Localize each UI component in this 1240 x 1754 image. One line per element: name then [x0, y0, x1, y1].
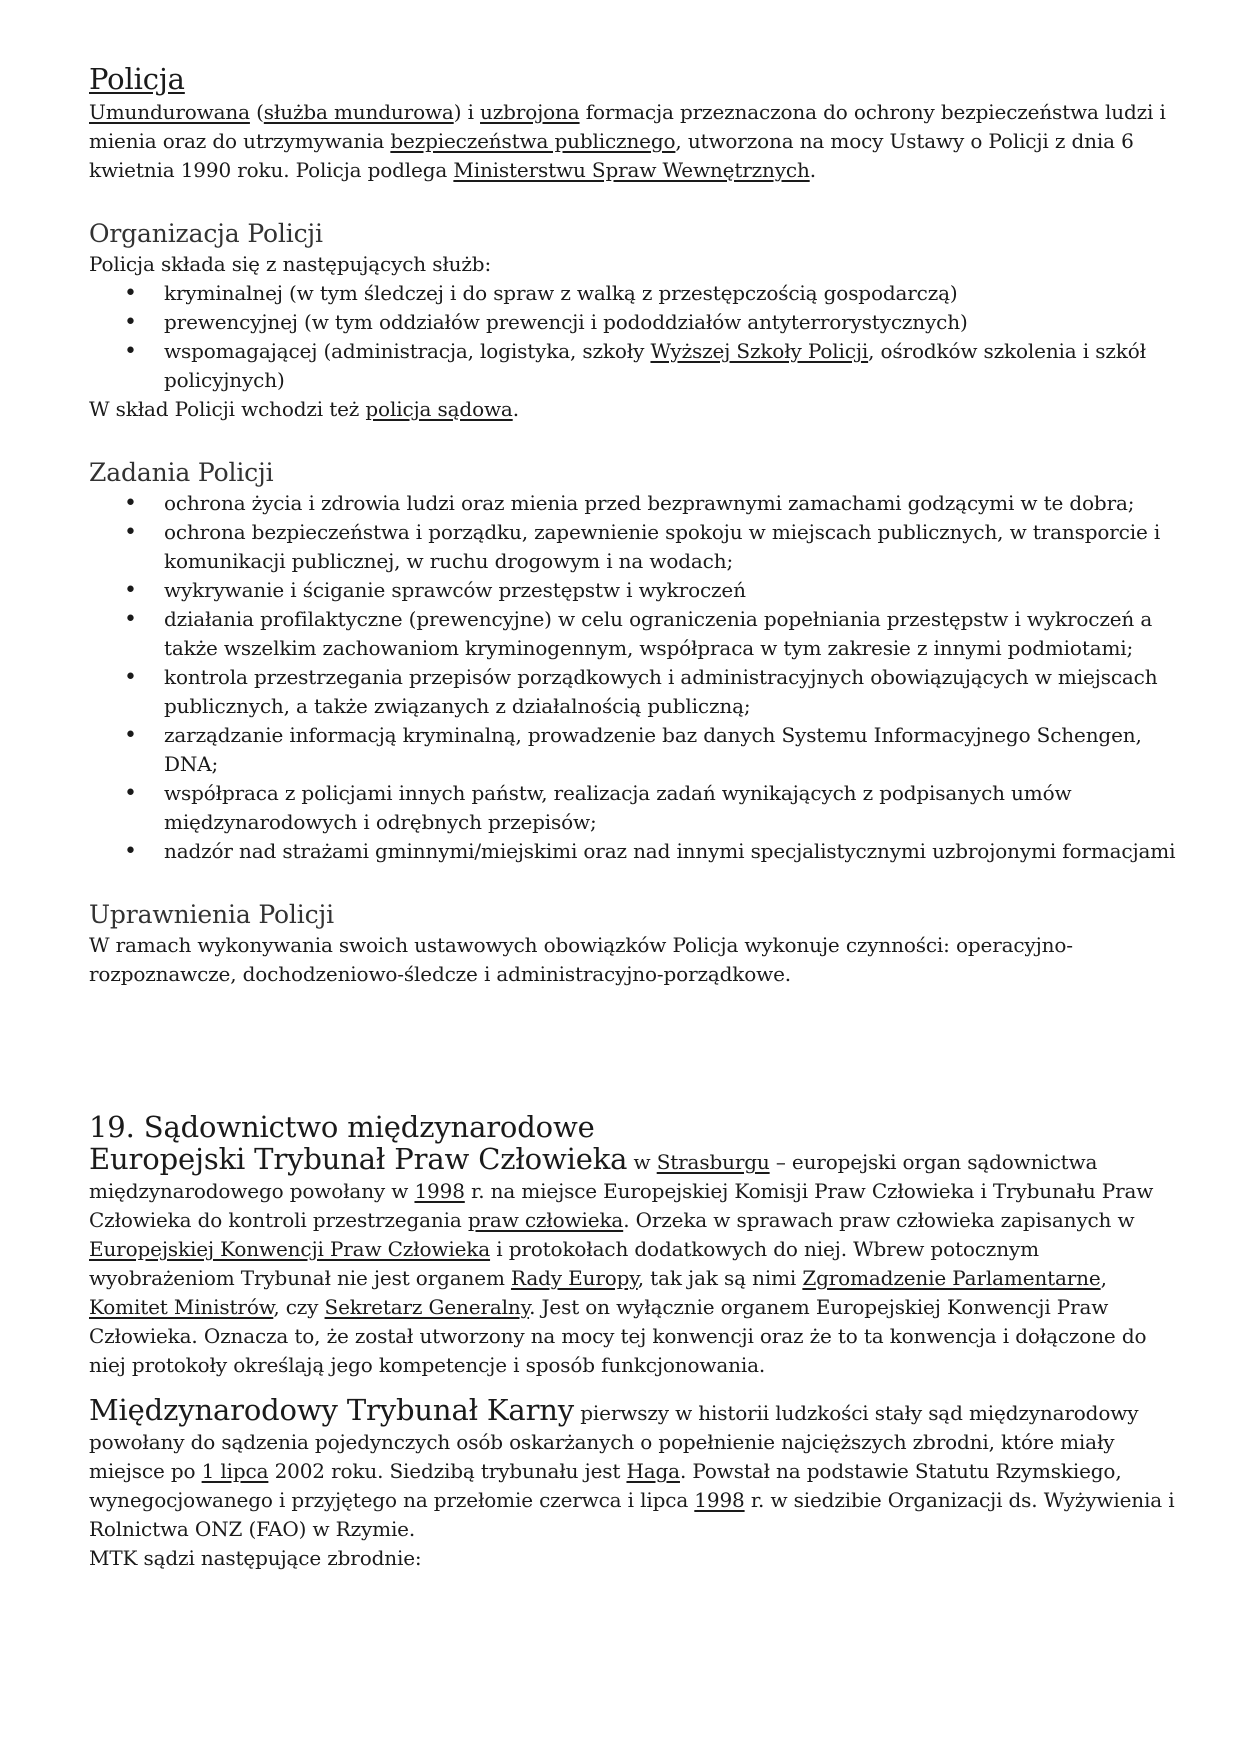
text-run: i protokołach dodatkowych do niej. Wbrew potocznym wyobrażeniom Trybunał nie jest organem	[89, 1237, 1039, 1290]
section-heading-zadania: Zadania Policji	[89, 458, 274, 487]
link-zgromadzenie[interactable]: Zgromadzenie Parlamentarne	[802, 1266, 1101, 1290]
section-heading-uprawnienia: Uprawnienia Policji	[89, 900, 334, 929]
text-run: w	[627, 1150, 657, 1174]
text-run: , utworzona na mocy Ustawy o Policji z dnia 6 kwietnia 1990 roku. Policja podlega	[89, 129, 1134, 182]
text-run: 2002 roku. Siedzibą trybunału jest	[268, 1459, 627, 1483]
mtk-last-line: MTK sądzi następujące zbrodnie:	[89, 1546, 422, 1570]
list-item: • kontrola przestrzegania przepisów porządkowych i administracyjnych obowiązujących w miejscach publicznych, a także związanych z działalnością publiczną;	[164, 663, 1189, 721]
text-run: W skład Policji wchodzi też	[89, 397, 366, 421]
text-run: wspomagającej (administracja, logistyka, szkoły	[164, 339, 651, 363]
link-rada-europy[interactable]: Rady Europy	[510, 1266, 638, 1290]
uprawnienia-text: W ramach wykonywania swoich ustawowych obowiązków Policja wykonuje czynności: operacyjno-rozpoznawcze, dochodzeniowo-śledcze i administracyjno-porządkowe.	[89, 933, 1073, 986]
link-1998-mtk[interactable]: 1998	[694, 1488, 745, 1512]
spacer	[89, 424, 1189, 456]
text-run: , czy	[273, 1295, 325, 1319]
mtk-paragraph	[89, 1393, 1189, 1544]
link-1998[interactable]: 1998	[414, 1179, 465, 1203]
document-page	[89, 60, 1189, 1573]
spacer	[89, 185, 1189, 217]
link-sluzba-mundurowa[interactable]: służba mundurowa	[263, 100, 454, 124]
link-uzbrojona[interactable]: uzbrojona	[480, 100, 580, 124]
spacer	[89, 989, 1189, 1109]
list-item: • nadzór nad strażami gminnymi/miejskimi oraz nad innymi specjalistycznymi uzbrojonymi formacjami	[164, 837, 1189, 866]
etpc-name: Europejski Trybunał Praw Człowieka	[89, 1142, 628, 1176]
list-item: • działania profilaktyczne (prewencyjne) w celu ograniczenia popełniania przestępstw i wykroczeń a także wszelkim zachowaniom kryminogennym, współpraca w tym zakresie z innymi podmiotami;	[164, 605, 1189, 663]
list-item: • zarządzanie informacją kryminalną, prowadzenie baz danych Systemu Informacyjnego Schengen, DNA;	[164, 721, 1189, 779]
link-haga[interactable]: Haga	[626, 1459, 680, 1483]
organizacja-lead: Policja składa się z następujących służb:	[89, 252, 492, 276]
list-item: • prewencyjnej (w tym oddziałów prewencji i pododdziałów antyterrorystycznych)	[164, 308, 1189, 337]
section-heading-sadownictwo: 19. Sądownictwo międzynarodowe	[89, 1110, 595, 1144]
page-title: Policja	[89, 62, 185, 96]
intro-paragraph	[89, 98, 1189, 185]
spacer	[89, 866, 1189, 898]
link-ministerstwo[interactable]: Ministerstwu Spraw Wewnętrznych	[453, 158, 810, 182]
link-strasburg[interactable]: Strasburgu	[656, 1150, 770, 1174]
etpc-paragraph	[89, 1142, 1189, 1380]
organizacja-closing	[89, 395, 1189, 424]
text-run: pierwszy w historii ludzkości stały sąd międzynarodowy powołany do sądzenia pojedynczych osób oskarżanych o popełnienie najcięższych zbrodni, które miały miejsce po	[89, 1401, 1139, 1483]
text-run: r. w siedzibie Organizacji ds. Wyżywienia i Rolnictwa ONZ (FAO) w Rzymie.	[89, 1488, 1175, 1541]
link-umundurowana[interactable]: Umundurowana	[89, 100, 250, 124]
list-item: • ochrona bezpieczeństwa i porządku, zapewnienie spokoju w miejscach publicznych, w transporcie i komunikacji publicznej, w ruchu drogowym i na wodach;	[164, 518, 1189, 576]
link-sekretarz[interactable]: Sekretarz Generalny	[324, 1295, 530, 1319]
link-wyzsza-szkola-policji[interactable]: Wyższej Szkoły Policji	[650, 339, 869, 363]
text-run: (	[249, 100, 264, 124]
list-item	[164, 337, 1189, 395]
list-item: • współpraca z policjami innych państw, realizacja zadań wynikających z podpisanych umów międzynarodowych i odrębnych przepisów;	[164, 779, 1189, 837]
text-run: ) i	[453, 100, 481, 124]
text-run: , tak jak są nimi	[637, 1266, 803, 1290]
text-run: .	[809, 158, 816, 182]
organizacja-list	[89, 279, 1189, 395]
text-run: .	[512, 397, 519, 421]
mtk-name: Międzynarodowy Trybunał Karny	[89, 1393, 575, 1427]
text-run: – europejski organ sądownictwa międzynarodowego powołany w	[89, 1150, 1098, 1203]
text-run: r. na miejsce Europejskiej Komisji Praw Człowieka i Trybunału Praw Człowieka do kontroli przestrzegania	[89, 1179, 1154, 1232]
zadania-list	[89, 489, 1189, 866]
text-run: . Jest on wyłącznie organem Europejskiej Konwencji Praw Człowieka. Oznacza to, że został utworzony na mocy tej konwencji oraz że to ta konwencja i dołączone do niej protokoły określają jego kompetencje i sposób funkcjonowania.	[89, 1295, 1147, 1377]
text-run: . Orzeka w sprawach praw człowieka zapisanych w	[623, 1208, 1135, 1232]
link-konwencja[interactable]: Europejskiej Konwencji Praw Człowieka	[89, 1237, 491, 1261]
text-run: . Powstał na podstawie Statutu Rzymskiego, wynegocjowanego i przyjętego na przełomie czerwca i lipca	[89, 1459, 1122, 1512]
link-komitet-ministrow[interactable]: Komitet Ministrów	[89, 1295, 274, 1319]
text-run: , ośrodków szkolenia i szkół policyjnych)	[164, 339, 1146, 392]
list-item: • ochrona życia i zdrowia ludzi oraz mienia przed bezprawnymi zamachami godzącymi w te dobra;	[164, 489, 1189, 518]
link-policja-sadowa[interactable]: policja sądowa	[365, 397, 513, 421]
section-heading-organizacja: Organizacja Policji	[89, 219, 323, 248]
link-prawa-czlowieka[interactable]: praw człowieka	[467, 1208, 624, 1232]
list-item: • wykrywanie i ściganie sprawców przestępstw i wykroczeń	[164, 576, 1189, 605]
text-run: formacja przeznaczona do ochrony bezpieczeństwa ludzi i mienia oraz do utrzymywania	[89, 100, 1166, 153]
list-item: • kryminalnej (w tym śledczej i do spraw z walką z przestępczością gospodarczą)	[164, 279, 1189, 308]
link-bezpieczenstwo-publiczne[interactable]: bezpieczeństwa publicznego	[390, 129, 676, 153]
link-1-lipca[interactable]: 1 lipca	[201, 1459, 269, 1483]
text-run: ,	[1100, 1266, 1107, 1290]
